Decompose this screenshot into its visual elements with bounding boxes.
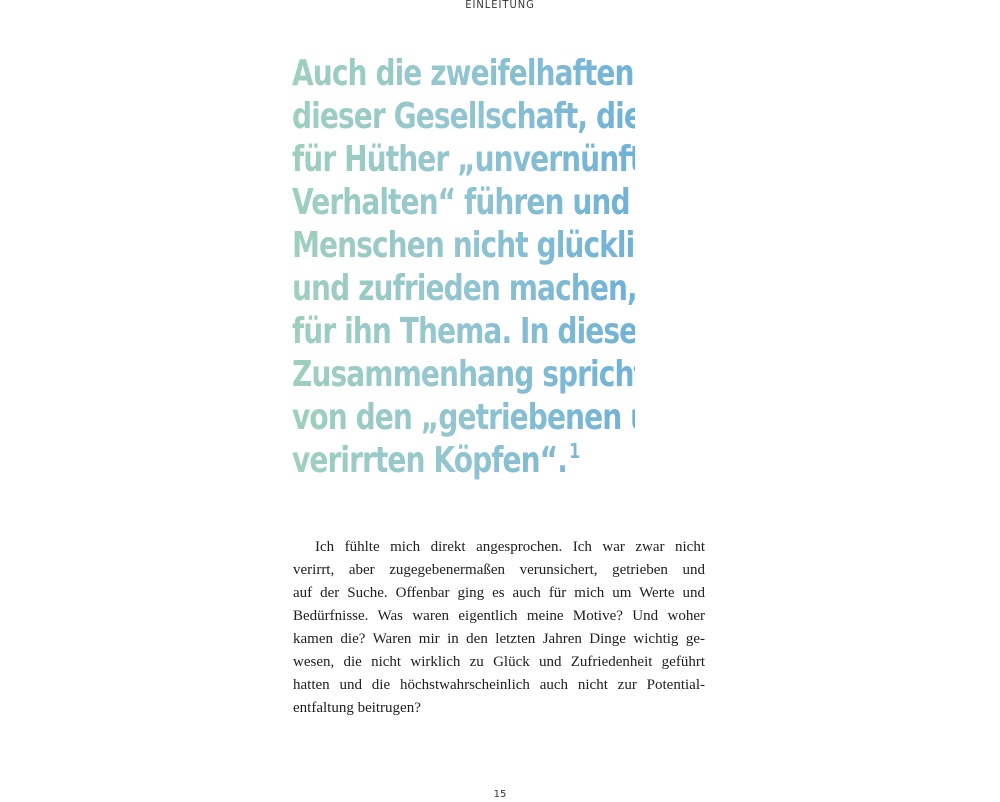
body-line: wesen, die nicht wirklich zu Glück und Zufriedenheit geführt [293,654,705,670]
footnote-marker[interactable]: 1 [569,439,580,463]
quote-line: von den „getriebenen und [292,397,688,438]
body-line: Ich fühlte mich direkt angesprochen. Ich war zwar nicht [315,539,705,555]
quote-line-text: verirrten Köpfen“. [292,440,567,481]
running-header: EINLEITUNG [465,0,535,11]
body-line: kamen die? Waren mir in den letzten Jahren Dinge wichtig ge- [293,631,705,647]
quote-line: Verhalten“ führen und die [292,182,685,223]
page-number: 15 [493,789,507,800]
pull-quote [292,52,787,482]
quote-line: für ihn Thema. In diesem [292,311,666,352]
quote-line: für Hüther „unvernünftigen [292,139,708,180]
body-line: hatten und die höchstwahrscheinlich auch nicht zur Potential- [293,677,705,693]
quote-line: Menschen nicht glücklich [292,225,670,266]
quote-line: Zusammenhang spricht er [292,354,686,395]
quote-line: Auch die zweifelhaften Ziele in [292,53,752,94]
body-line: auf der Suche. Offenbar ging es auch für mich um Werte und [293,585,705,601]
quote-line: und zufrieden machen, sind [292,268,709,309]
body-line: Bedürfnisse. Was waren eigentlich meine Motive? Und woher [293,608,705,624]
body-paragraph [293,536,705,720]
body-line: entfaltung beitrugen? [293,700,421,716]
quote-line: dieser Gesellschaft, die zu einem [292,96,787,137]
body-line: verirrt, aber zugegebenermaßen verunsichert, getrieben und [293,562,705,578]
quote-last-line [292,439,635,482]
